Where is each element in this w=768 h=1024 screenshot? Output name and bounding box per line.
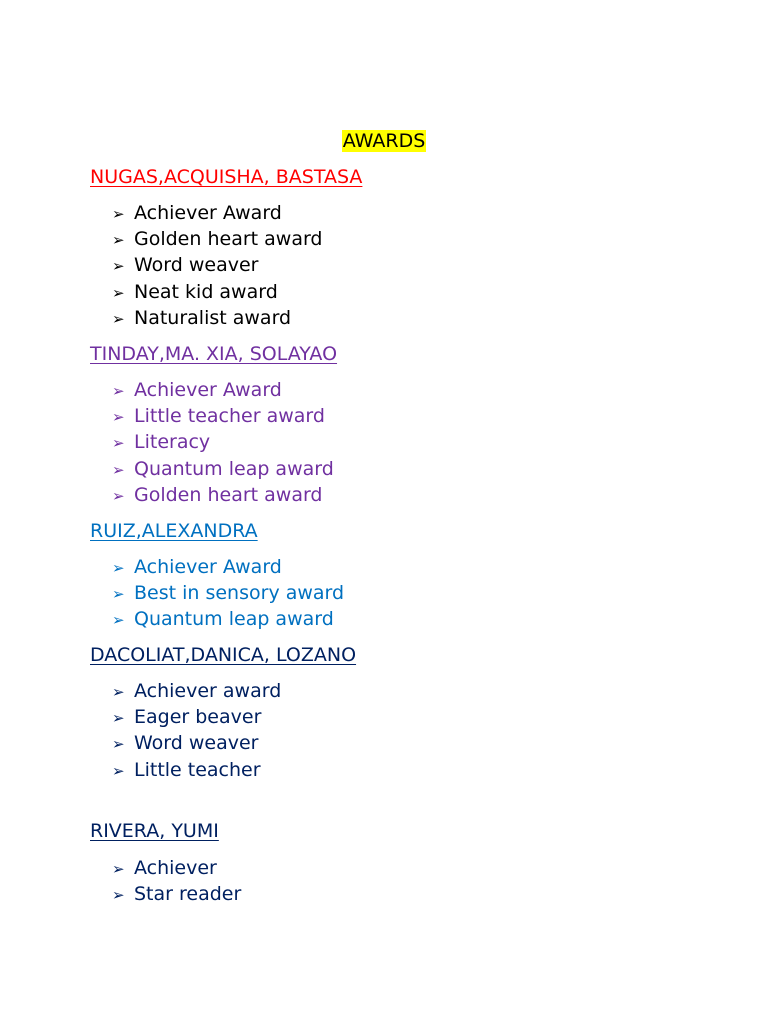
list-item — [112, 305, 323, 331]
award-list-ruiz — [112, 554, 344, 633]
list-item — [112, 730, 281, 756]
award-label: Achiever Award — [134, 379, 282, 401]
arrowhead-bullet-icon: ➢ — [112, 283, 125, 302]
arrowhead-bullet-icon: ➢ — [112, 309, 125, 328]
section-heading-dacoliat: DACOLIAT,DANICA, LOZANO — [90, 644, 357, 666]
arrowhead-bullet-icon: ➢ — [112, 709, 125, 728]
section-heading-rivera: RIVERA, YUMI — [90, 820, 219, 842]
arrowhead-bullet-icon: ➢ — [112, 460, 125, 479]
section-heading-ruiz: RUIZ,ALEXANDRA — [90, 520, 258, 542]
award-label: Naturalist award — [134, 306, 292, 329]
list-item — [112, 429, 334, 455]
award-label: Quantum leap award — [134, 608, 334, 631]
arrowhead-bullet-icon: ➢ — [112, 585, 125, 604]
award-label: Achiever — [134, 857, 217, 879]
arrowhead-bullet-icon: ➢ — [112, 611, 125, 630]
arrowhead-bullet-icon: ➢ — [112, 860, 125, 878]
title-line — [0, 128, 768, 154]
award-label: Little teacher — [134, 758, 261, 781]
award-label: Quantum leap award — [134, 457, 334, 480]
award-list-tinday — [112, 377, 334, 508]
list-item — [112, 403, 334, 429]
arrowhead-bullet-icon: ➢ — [112, 761, 125, 780]
list-item — [112, 704, 281, 730]
award-label: Little teacher award — [134, 405, 325, 428]
award-label: Star reader — [134, 883, 242, 906]
arrowhead-bullet-icon: ➢ — [112, 382, 125, 400]
list-item — [112, 554, 344, 580]
arrowhead-bullet-icon: ➢ — [112, 257, 125, 276]
list-item — [112, 606, 344, 632]
award-list-dacoliat — [112, 678, 281, 783]
award-label: Achiever Award — [134, 556, 282, 578]
arrowhead-bullet-icon: ➢ — [112, 886, 125, 905]
list-item — [112, 881, 241, 907]
list-item — [112, 377, 334, 403]
arrowhead-bullet-icon: ➢ — [112, 434, 125, 453]
award-label: Neat kid award — [134, 280, 278, 303]
award-label: Best in sensory award — [134, 582, 345, 605]
list-item — [112, 757, 281, 783]
list-item — [112, 855, 241, 881]
section-heading-tinday: TINDAY,MA. XIA, SOLAYAO — [90, 343, 338, 365]
arrowhead-bullet-icon: ➢ — [112, 205, 125, 223]
arrowhead-bullet-icon: ➢ — [112, 559, 125, 577]
award-label: Word weaver — [134, 254, 259, 277]
list-item — [112, 279, 323, 305]
award-label: Achiever Award — [134, 202, 282, 224]
award-label: Word weaver — [134, 732, 259, 755]
arrowhead-bullet-icon: ➢ — [112, 735, 125, 754]
list-item — [112, 200, 323, 226]
page-title: AWARDS — [342, 130, 426, 152]
award-label: Literacy — [134, 431, 211, 454]
section-heading-nugas: NUGAS,ACQUISHA, BASTASA — [90, 166, 363, 188]
award-label: Golden heart award — [134, 228, 323, 251]
award-list-nugas — [112, 200, 323, 331]
arrowhead-bullet-icon: ➢ — [112, 486, 125, 505]
list-item — [112, 226, 323, 252]
arrowhead-bullet-icon: ➢ — [112, 231, 125, 250]
list-item — [112, 678, 281, 704]
list-item — [112, 456, 334, 482]
arrowhead-bullet-icon: ➢ — [112, 408, 125, 427]
list-item — [112, 482, 334, 508]
award-label: Golden heart award — [134, 483, 323, 506]
award-list-rivera — [112, 855, 241, 907]
arrowhead-bullet-icon: ➢ — [112, 683, 125, 701]
award-label: Eager beaver — [134, 706, 262, 729]
list-item — [112, 252, 323, 278]
list-item — [112, 580, 344, 606]
award-label: Achiever award — [134, 680, 282, 702]
